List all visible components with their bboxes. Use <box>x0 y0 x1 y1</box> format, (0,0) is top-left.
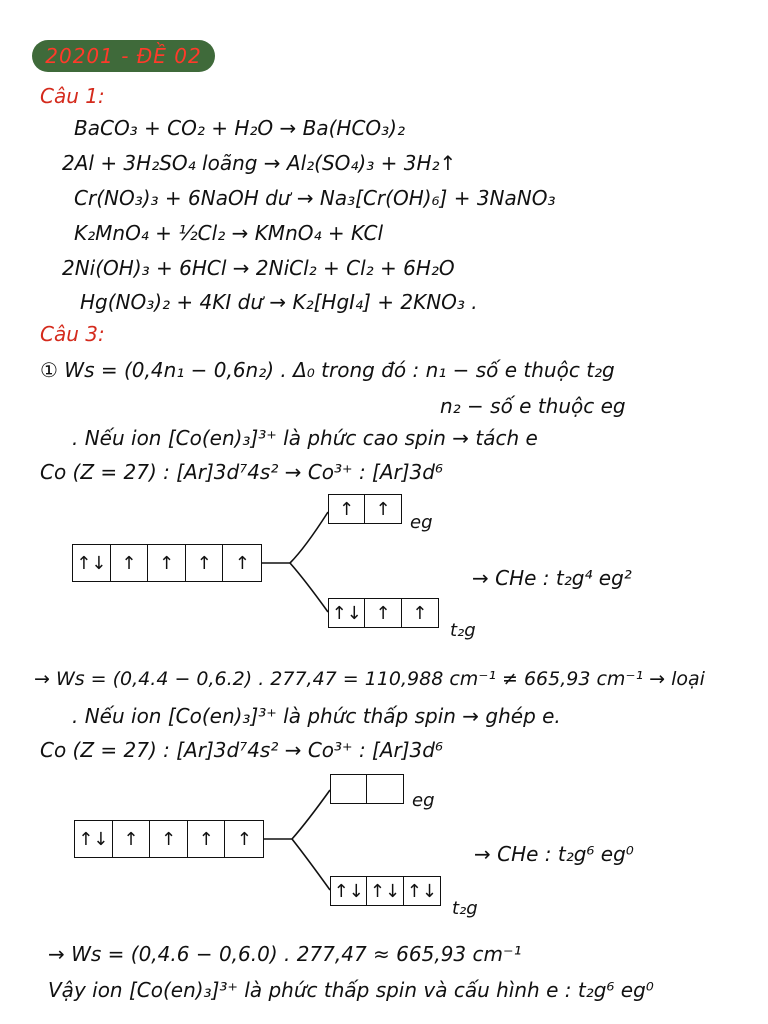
orbital-cell: ↑ <box>188 821 226 857</box>
case-high-spin: . Nếu ion [Co(en)₃]³⁺ là phức cao spin → tách e <box>72 426 538 450</box>
formula-line-2: n₂ − số e thuộc eg <box>440 394 626 418</box>
orbital-cell: ↑ <box>186 545 224 581</box>
orbital-cell: ↑↓ <box>75 821 113 857</box>
question-3-title: Câu 3: <box>40 322 105 346</box>
formula-line: ① Ws = (0,4n₁ − 0,6n₂) . Δ₀ trong đó : n₁ − số e thuộc t₂g <box>40 358 615 382</box>
orbital-cell: ↑↓ <box>329 599 365 627</box>
orbital-cell: ↑ <box>236 828 252 850</box>
electron-config-high: → CHe : t₂g⁴ eg² <box>472 566 632 590</box>
eg-label-high: eg <box>410 512 433 533</box>
conclusion: Vậy ion [Co(en)₃]³⁺ là phức thấp spin và cấu hình e : t₂g⁶ eg⁰ <box>48 978 654 1002</box>
config-high-spin: Co (Z = 27) : [Ar]3d⁷4s² → Co³⁺ : [Ar]3d⁶ <box>40 460 443 484</box>
orbital-cell: ↑ <box>150 821 188 857</box>
t2g-label-high: t₂g <box>450 620 476 641</box>
orbital-cell: ↑ <box>113 821 151 857</box>
equation-4: K₂MnO₄ + ½Cl₂ → KMnO₄ + KCl <box>74 221 384 245</box>
equation-5: 2Ni(OH)₃ + 6HCl → 2NiCl₂ + Cl₂ + 6H₂O <box>62 256 455 280</box>
orbital-cell: ↑↓ <box>367 877 403 905</box>
orbital-cell: ↑ <box>329 495 365 523</box>
equation-3: Cr(NO₃)₃ + 6NaOH dư → Na₃[Cr(OH)₆] + 3NaNO₃ <box>74 186 556 210</box>
electron-config-low: → CHe : t₂g⁶ eg⁰ <box>474 842 634 866</box>
equation-1: BaCO₃ + CO₂ + H₂O → Ba(HCO₃)₂ <box>74 116 406 140</box>
orbital-cell: ↑↓ <box>406 880 437 902</box>
orbital-cell: ↑ <box>148 545 186 581</box>
orbital-cell: ↑ <box>375 498 391 520</box>
orbital-cell: ↑↓ <box>73 545 111 581</box>
orbital-cell: ↑ <box>412 602 428 624</box>
exam-badge-label: 20201 - ĐỀ 02 <box>45 44 202 68</box>
result-high-spin: → Ws = (0,4.4 − 0,6.2) . 277,47 = 110,988 cm⁻¹ ≠ 665,93 cm⁻¹ → loại <box>34 668 705 690</box>
config-low-spin: Co (Z = 27) : [Ar]3d⁷4s² → Co³⁺ : [Ar]3d⁶ <box>40 738 443 762</box>
orbital-cell: ↑ <box>365 599 401 627</box>
equation-2: 2Al + 3H₂SO₄ loãng → Al₂(SO₄)₃ + 3H₂↑ <box>62 151 457 175</box>
question-1-title: Câu 1: <box>40 84 105 108</box>
orbital-cell: ↑ <box>111 545 149 581</box>
equation-6: Hg(NO₃)₂ + 4KI dư → K₂[HgI₄] + 2KNO₃ . <box>80 290 478 314</box>
orbital-cell: ↑ <box>234 552 250 574</box>
eg-label-low: eg <box>412 790 435 811</box>
case-low-spin: . Nếu ion [Co(en)₃]³⁺ là phức thấp spin → ghép e. <box>72 704 561 728</box>
t2g-label-low: t₂g <box>452 898 478 919</box>
result-low-spin: → Ws = (0,4.6 − 0,6.0) . 277,47 ≈ 665,93 cm⁻¹ <box>48 942 522 966</box>
orbital-cell: ↑↓ <box>331 877 367 905</box>
